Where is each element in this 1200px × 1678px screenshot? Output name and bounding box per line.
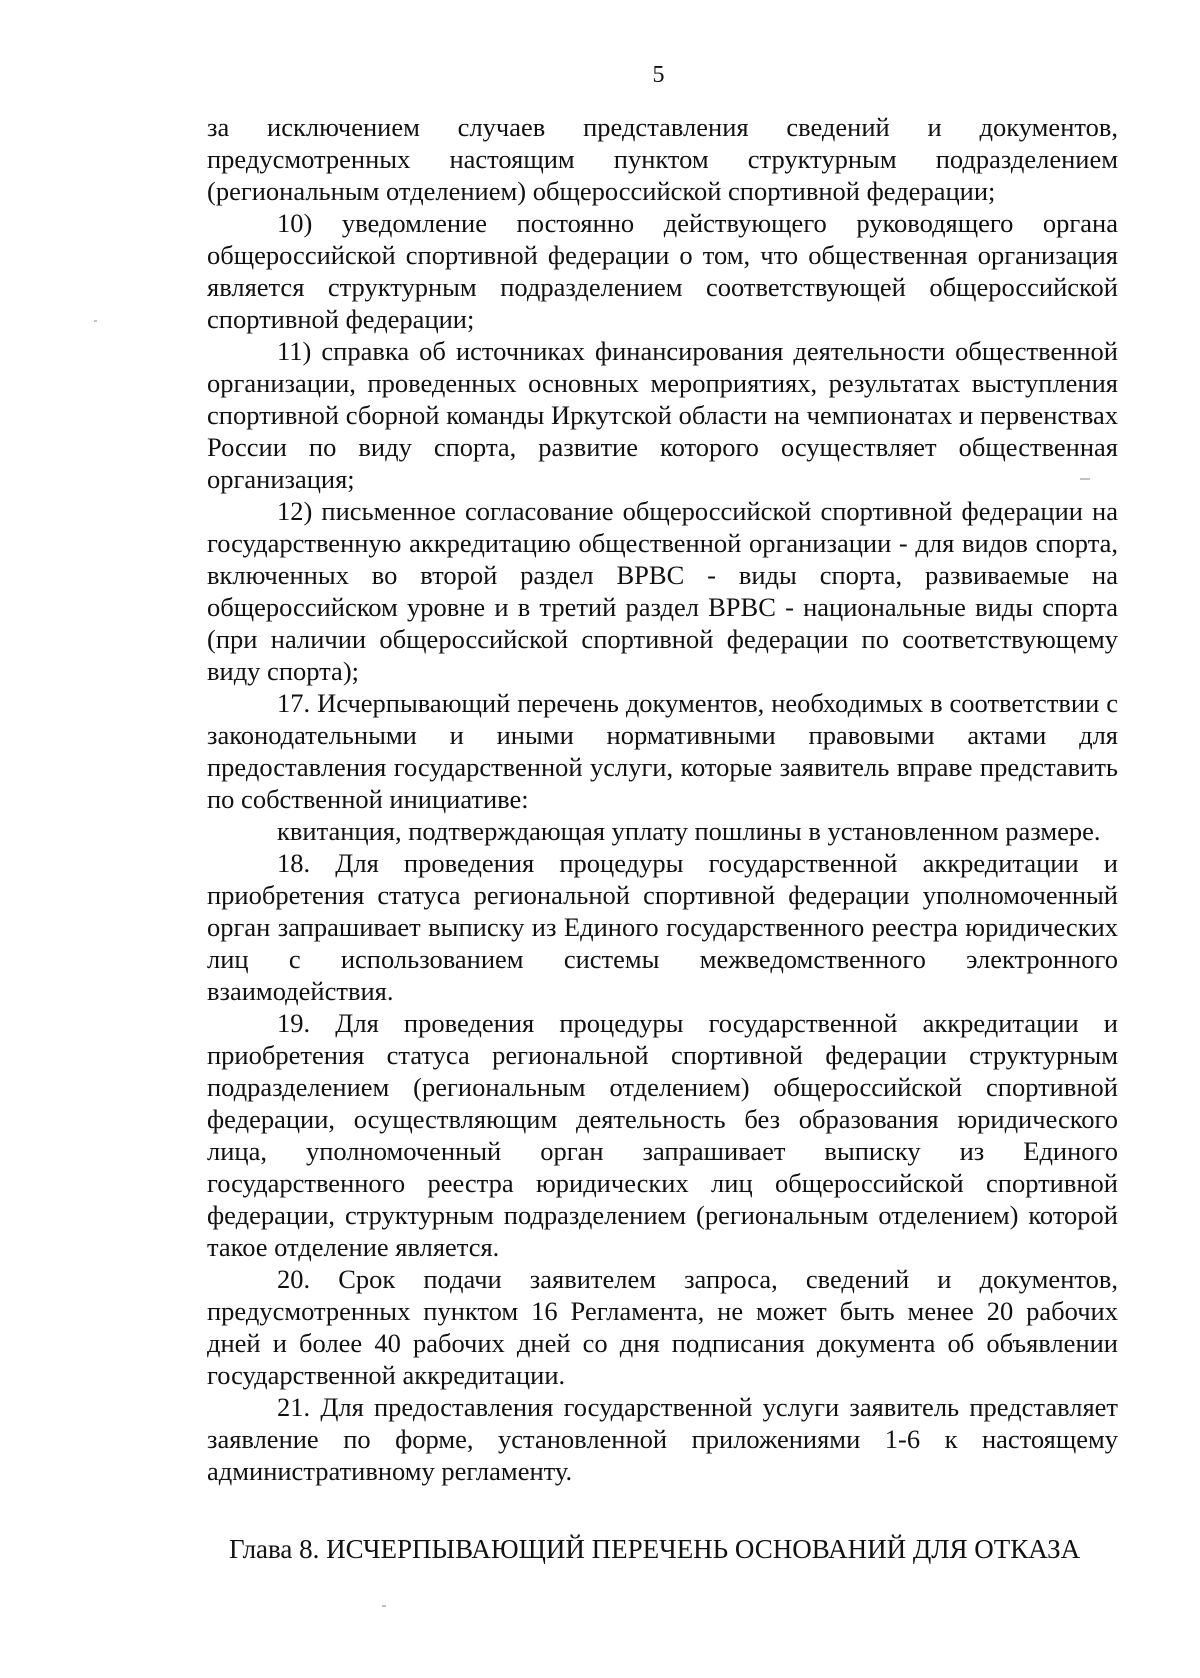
paragraph-receipt: квитанция, подтверждающая уплату пошлины в установленном размере. xyxy=(277,816,1101,846)
scan-artifact xyxy=(382,1605,386,1607)
paragraph-clause-20: 20. Срок подачи заявителем запроса, сведений и документов, предусмотренных пунктом 16 Регламента, не может быть менее 20 рабочих дней и более 40 рабочих дней со дня подписания документа об объявлении государственной аккредитации. xyxy=(207,1264,1118,1390)
paragraph-item-10: 10) уведомление постоянно действующего руководящего органа общероссийской спортивной федерации о том, что общественная организация является структурным подразделением соответствующей общероссийской спортивной федерации; xyxy=(207,208,1118,334)
paragraph-clause-21: 21. Для предоставления государственной услуги заявитель представляет заявление по форме, установленной приложениями 1-6 к настоящему административному регламенту. xyxy=(207,1392,1118,1486)
paragraph-item-12: 12) письменное согласование общероссийской спортивной федерации на государственную аккредитацию общественной организации - для видов спорта, включенных во второй раздел ВРВС - виды спорта, развиваемые на общероссийском уровне и в третий раздел ВРВС - национальные виды спорта (при наличии общероссийской спортивной федерации по соответствующему виду спорта); xyxy=(207,496,1118,686)
paragraph-item-11: 11) справка об источниках финансирования деятельности общественной организации, проведенных основных мероприятиях, результатах выступления спортивной сборной команды Иркутской области на чемпионатах и первенствах России по виду спорта, развитие которого осуществляет общественная организация; xyxy=(207,336,1118,494)
paragraph-clause-19: 19. Для проведения процедуры государственной аккредитации и приобретения статуса региональной спортивной федерации структурным подразделением (региональным отделением) общероссийской спортивной федерации, осуществляющим деятельность без образования юридического лица, уполномоченный орган запрашивает выписку из Единого государственного реестра юридических лиц общероссийской спортивной федерации, структурным подразделением (региональным отделением) которой такое отделение является. xyxy=(207,1008,1118,1262)
scan-artifact xyxy=(1080,478,1090,480)
paragraph-clause-18: 18. Для проведения процедуры государственной аккредитации и приобретения статуса региональной спортивной федерации уполномоченный орган запрашивает выписку из Единого государственного реестра юридических лиц с использованием системы межведомственного электронного взаимодействия. xyxy=(207,848,1118,1006)
document-body xyxy=(207,111,1118,1487)
chapter-heading: Глава 8. ИСЧЕРПЫВАЮЩИЙ ПЕРЕЧЕНЬ ОСНОВАНИЙ ДЛЯ ОТКАЗА xyxy=(229,1534,1081,1564)
scan-artifact xyxy=(94,320,97,322)
page-number: 5 xyxy=(652,62,665,88)
paragraph-clause-17: 17. Исчерпывающий перечень документов, необходимых в соответствии с законодательными и иными нормативными правовыми актами для предоставления государственной услуги, которые заявитель вправе представить по собственной инициативе: xyxy=(207,688,1118,814)
paragraph-continuation: за исключением случаев представления сведений и документов, предусмотренных настоящим пунктом структурным подразделением (региональным отделением) общероссийской спортивной федерации; xyxy=(207,112,1118,206)
